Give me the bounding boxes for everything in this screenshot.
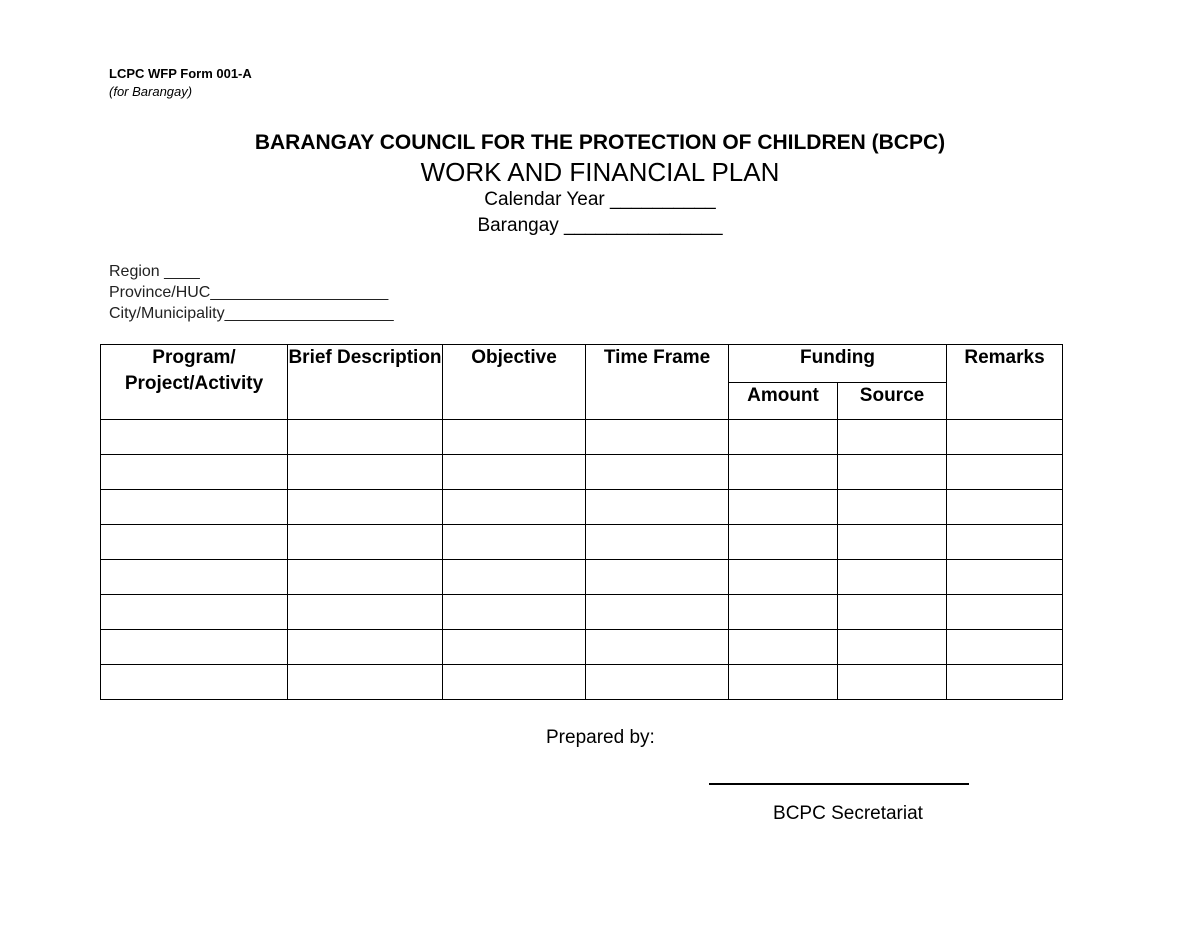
signatory-label: BCPC Secretariat: [773, 803, 923, 824]
table-cell[interactable]: [443, 560, 586, 595]
table-cell[interactable]: [288, 455, 443, 490]
table-body: [101, 420, 1063, 700]
table-row: [101, 525, 1063, 560]
table-cell[interactable]: [729, 420, 838, 455]
table-cell[interactable]: [729, 455, 838, 490]
table-cell[interactable]: [838, 490, 947, 525]
work-financial-plan-table: [100, 344, 1063, 700]
header-funding: Funding: [729, 345, 947, 383]
table-cell[interactable]: [729, 525, 838, 560]
header-time-frame: Time Frame: [586, 345, 729, 420]
table-cell[interactable]: [288, 560, 443, 595]
table-cell[interactable]: [947, 490, 1063, 525]
table-cell[interactable]: [838, 665, 947, 700]
table-cell[interactable]: [729, 665, 838, 700]
table-cell[interactable]: [947, 525, 1063, 560]
table-cell[interactable]: [288, 595, 443, 630]
table-cell[interactable]: [443, 595, 586, 630]
table-cell[interactable]: [947, 665, 1063, 700]
prepared-by-label: Prepared by:: [546, 727, 655, 748]
header-amount: Amount: [729, 383, 838, 420]
table-cell[interactable]: [947, 455, 1063, 490]
table-cell[interactable]: [101, 525, 288, 560]
table-cell[interactable]: [101, 665, 288, 700]
table-cell[interactable]: [288, 665, 443, 700]
table-cell[interactable]: [586, 525, 729, 560]
table-cell[interactable]: [443, 455, 586, 490]
header-remarks: Remarks: [947, 345, 1063, 420]
barangay-field: Barangay _______________: [477, 215, 723, 236]
table-cell[interactable]: [838, 560, 947, 595]
table-cell[interactable]: [443, 490, 586, 525]
table-cell[interactable]: [947, 595, 1063, 630]
table-row: [101, 455, 1063, 490]
table-cell[interactable]: [838, 455, 947, 490]
table-cell[interactable]: [729, 560, 838, 595]
table-cell[interactable]: [586, 420, 729, 455]
table-cell[interactable]: [288, 525, 443, 560]
table-cell[interactable]: [586, 560, 729, 595]
table-cell[interactable]: [101, 490, 288, 525]
table-cell[interactable]: [838, 420, 947, 455]
table-cell[interactable]: [443, 420, 586, 455]
province-field: Province/HUC____________________: [109, 284, 389, 301]
table-cell[interactable]: [838, 630, 947, 665]
calendar-year-field: Calendar Year __________: [484, 189, 716, 210]
table-cell[interactable]: [947, 420, 1063, 455]
table-cell[interactable]: [443, 630, 586, 665]
table-cell[interactable]: [947, 560, 1063, 595]
table-cell[interactable]: [729, 630, 838, 665]
table-cell[interactable]: [947, 630, 1063, 665]
table-cell[interactable]: [838, 525, 947, 560]
table-row: [101, 420, 1063, 455]
table-row: [101, 665, 1063, 700]
table-cell[interactable]: [443, 665, 586, 700]
table-cell[interactable]: [838, 595, 947, 630]
table-cell[interactable]: [101, 455, 288, 490]
table-row: [101, 595, 1063, 630]
table-row: [101, 560, 1063, 595]
table-cell[interactable]: [586, 665, 729, 700]
header-program: Program/ Project/Activity: [101, 345, 288, 420]
table-cell[interactable]: [101, 595, 288, 630]
table-cell[interactable]: [586, 490, 729, 525]
table-cell[interactable]: [288, 490, 443, 525]
table-cell[interactable]: [101, 630, 288, 665]
table-cell[interactable]: [443, 525, 586, 560]
table-cell[interactable]: [288, 420, 443, 455]
form-code: LCPC WFP Form 001-A: [109, 66, 252, 81]
form-subtitle: (for Barangay): [109, 84, 193, 99]
plan-title: WORK AND FINANCIAL PLAN: [420, 157, 780, 187]
table-row: [101, 490, 1063, 525]
council-title: BARANGAY COUNCIL FOR THE PROTECTION OF CHILDREN (BCPC): [254, 131, 946, 154]
header-objective: Objective: [443, 345, 586, 420]
table-cell[interactable]: [288, 630, 443, 665]
table-cell[interactable]: [586, 455, 729, 490]
table-cell[interactable]: [101, 560, 288, 595]
region-field: Region ____: [109, 263, 200, 280]
city-field: City/Municipality___________________: [109, 305, 394, 322]
table-cell[interactable]: [101, 420, 288, 455]
header-description: Brief Description: [288, 345, 443, 420]
table-row: [101, 630, 1063, 665]
table-cell[interactable]: [729, 595, 838, 630]
table-cell[interactable]: [586, 595, 729, 630]
signature-line: [709, 783, 969, 785]
table-cell[interactable]: [586, 630, 729, 665]
table-cell[interactable]: [729, 490, 838, 525]
header-source: Source: [838, 383, 947, 420]
